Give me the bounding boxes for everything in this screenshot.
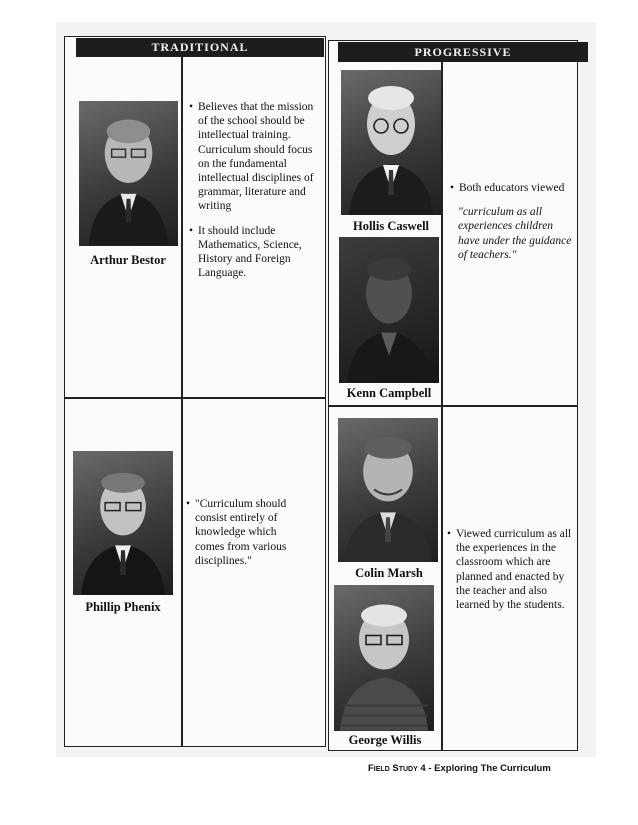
traditional-row-divider	[64, 397, 326, 399]
progressive-description-2	[447, 527, 573, 612]
portrait-silhouette-icon	[341, 70, 441, 215]
george-willis-name: George Willis	[348, 733, 422, 747]
portrait-silhouette-icon	[79, 101, 178, 246]
curriculum-quote: "curriculum as all experiences children have under the guidance of teachers."	[458, 206, 572, 261]
footer-course: Field Study 4	[368, 763, 426, 774]
traditional-column-divider	[181, 57, 183, 747]
colin-marsh-name: Colin Marsh	[355, 566, 423, 580]
phillip-phenix-photo	[73, 451, 173, 595]
arthur-bestor-photo	[79, 101, 178, 246]
progressive-row-divider	[328, 405, 578, 407]
phillip-phenix-description	[186, 497, 301, 568]
bullet-item: • It should include Mathematics, Science, History and Foreign Language.	[189, 224, 321, 281]
colin-marsh-photo	[338, 418, 438, 562]
hollis-caswell-photo	[341, 70, 441, 215]
george-willis-photo	[334, 585, 434, 731]
arthur-bestor-name: Arthur Bestor	[90, 253, 166, 267]
portrait-silhouette-icon	[334, 585, 434, 731]
portrait-silhouette-icon	[339, 237, 439, 383]
bullet-item: • Viewed curriculum as all the experiences in the classroom which are planned and enacted by the teacher and also learned by the students.	[447, 527, 573, 612]
kenn-campbell-name: Kenn Campbell	[346, 386, 432, 400]
portrait-silhouette-icon	[338, 418, 438, 562]
arthur-bestor-description	[189, 100, 321, 280]
phillip-phenix-name: Phillip Phenix	[85, 600, 161, 614]
bullet-item: • "Curriculum should consist entirely of knowledge which comes from various disciplines."	[186, 497, 301, 568]
bullet-item: • Believes that the mission of the school should be intellectual training. Curriculum should focus on the fundamental intellectual disciplines of grammar, literature and writing	[189, 100, 321, 214]
kenn-campbell-photo	[339, 237, 439, 383]
hollis-caswell-name: Hollis Caswell	[352, 219, 430, 233]
bullet-item: • Both educators viewed	[450, 181, 576, 195]
portrait-silhouette-icon	[73, 451, 173, 595]
progressive-column-divider	[441, 62, 443, 751]
page-footer	[368, 763, 608, 774]
progressive-header: PROGRESSIVE	[338, 42, 588, 62]
progressive-description-1	[450, 181, 576, 262]
footer-title: - Exploring The Curriculum	[425, 763, 551, 774]
traditional-header: TRADITIONAL	[76, 38, 324, 57]
